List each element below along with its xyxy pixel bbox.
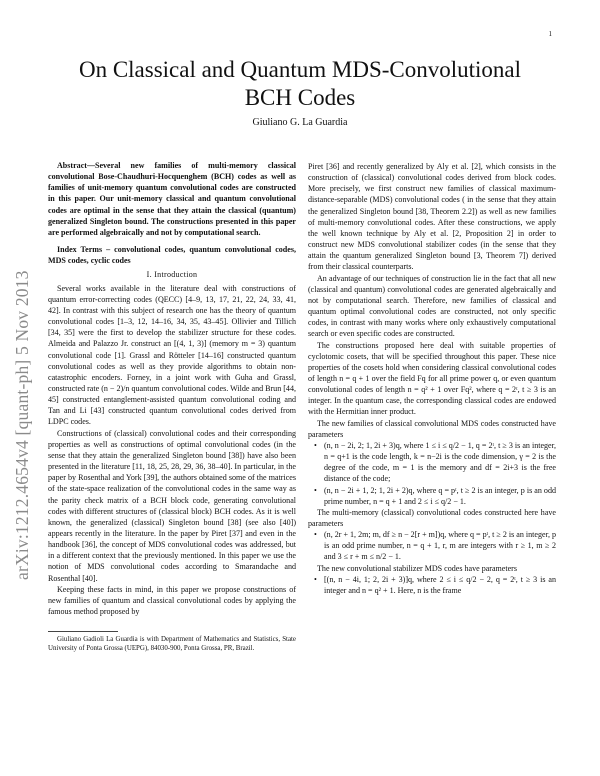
- paper-title: On Classical and Quantum MDS-Convolutional BCH Codes: [78, 57, 522, 110]
- intro-paragraph-2: Constructions of (classical) convolutional codes and their corresponding properties as well as constructions of optimal convolutional codes (in the sense that they attain the generalized Singleton bound [38]) have also been presented in the literature [11, 18, 25, 28, 29, 36, 38–40]. In particular, in the paper by Rosenthal and York [39], the authors obtained some of the matrices of the state-space realization of the convolutional codes in the same way as the parity check matrix of a BCH block code, generating convolutional codes with different structures of (classical block) BCH codes. As it is well known, the generalized (classical) Singleton bound [38] (see also [40]) appears recently in the literature. In the paper by Piret [37] and even in the handbook [36], the concept of MDS convolutional codes was addressed, but in a different context that the previously mentioned. In this paper we use the notion of MDS convolutional codes according to Smarandache and Rosenthal [40].: [48, 428, 296, 583]
- arxiv-identifier: arXiv:1212.4654v4 [quant-ph] 5 Nov 2013: [12, 270, 32, 580]
- intro-paragraph-6: The constructions proposed here deal with suitable properties of cyclotomic cosets, that will be specified throughout this paper. These nice properties of the cosets hold when considering classical convolutional codes of length n = q + 1 over the field Fq for all prime power q, or even quantum convolutional codes of length n = q² + 1 over Fq², where q = 2ᵗ, t ≥ 3 is an integer. In the quantum case, the corresponding classical codes are endowed with the Hermitian inner product.: [308, 340, 556, 417]
- multi-memory-list: [308, 529, 556, 562]
- left-column: [48, 160, 296, 653]
- list-item: • (n, 2r + 1, 2m; m, df ≥ n − 2[r + m])q, where q = pᵗ, t ≥ 2 is an integer, p is an odd prime number, n = q + 1, r, m are integers with r ≥ 1, m ≥ 2 and 3 ≤ r + m ≤ n/2 − 1.: [324, 529, 556, 562]
- intro-paragraph-5: An advantage of our techniques of construction lie in the fact that all new (classical and quantum) convolutional codes are generated algebraically and not by computational search. Therefore, new families of classical and quantum optimal convolutional codes are constructed, not only specific codes, in contrast with many works where only exhaustively computational search or even specific codes are constructed.: [308, 273, 556, 339]
- multi-memory-paragraph: The multi-memory (classical) convolutional codes constructed here have parameters: [308, 507, 556, 528]
- footnote-divider: [48, 631, 118, 632]
- intro-paragraph-1: Several works available in the literature deal with constructions of quantum error-correcting codes (QECC) [4–9, 13, 17, 21, 22, 24, 33, 41, 42]. In contrast with this subject of research one has the theory of quantum convolutional codes [1–3, 12, 14–16, 34, 35, 43–45]. Ollivier and Tillich [34, 35] were the first to develop the stabilizer structure for these codes. Almeida and Palazzo Jr. construct an [(4, 1, 3)] (memory m = 3) quantum convolutional code [1]. Grassl and Rötteler [14–16] constructed quantum convolutional codes as well as they provide algorithms to obtain non-catastrophic encoders. Forney, in a joint work with Guha and Grassl, constructed rate (n − 2)/n quantum convolutional codes. Wilde and Brun [44, 45] constructed entanglement-assisted quantum convolutional coding and Tan and Li [43] constructed quantum convolutional codes derived from LDPC codes.: [48, 283, 296, 427]
- abstract: Abstract—Several new families of multi-memory classical convolutional Bose-Chaudhuri-Hocquenghem (BCH) codes as well as families of unit-memory quantum convolutional codes are constructed in this paper. Our unit-memory classical and quantum convolutional codes are optimal in the sense that they attain the classical (quantum) generalized Singleton bound. The constructions presented in this paper are performed algebraically and not by computational search.: [48, 161, 296, 237]
- list-item: • (n, n − 2i + 1, 2; 1, 2i + 2)q, where q = pᵗ, t ≥ 2 is an integer, p is an odd prime number, n = q + 1 and 2 ≤ i ≤ q/2 − 1.: [324, 485, 556, 507]
- intro-paragraph-4: Piret [36] and recently generalized by Aly et al. [2], which consists in the construction of (classical) convolutional codes derived from block codes. More precisely, we first construct new families of classical maximum-distance-separable (MDS) convolutional codes ( in the sense that they attain the generalized Singleton bound [38, Theorem 2.2]) as well as new families of multi-memory convolutional codes. After these constructions, we apply the well known technique by Aly et al. [2, Proposition 2] in order to construct new MDS convolutional stabilizer codes (in the sense that they attain the quantum generalized Singleton bound [3, Theorem 7]) derived from their classical counterparts.: [308, 162, 556, 272]
- quantum-paragraph: The new convolutional stabilizer MDS codes have parameters: [317, 563, 517, 573]
- page-number: 1: [548, 30, 552, 38]
- author-line: Giuliano G. La Guardia: [252, 117, 348, 128]
- right-column: [308, 161, 556, 596]
- author-footnote: Giuliano Gadioli La Guardia is with Department of Mathematics and Statistics, State University of Ponta Grossa (UEPG), 84030-900, Ponta Grossa, PR, Brazil.: [48, 636, 296, 653]
- classical-mds-list: [308, 440, 556, 507]
- quantum-mds-list: [308, 574, 556, 596]
- intro-paragraph-7: The new families of classical convolutional MDS codes constructed have parameters: [308, 418, 556, 439]
- list-item: • (n, n − 2i, 2; 1, 2i + 3)q, where 1 ≤ i ≤ q/2 − 1, q = 2ᵗ, t ≥ 3 is an integer, n = q+1 is the code length, k = n−2i is the code dimension, γ = 2 is the degree of the code, m = 1 is the memory and df = 2i+3 is the free distance of the code;: [324, 440, 556, 485]
- section-heading: I. Introduction: [146, 270, 198, 280]
- intro-paragraph-3: Keeping these facts in mind, in this paper we propose constructions of new families of quantum and classical convolutional codes by applying the famous method proposed by: [48, 584, 296, 617]
- index-terms: Index Terms – convolutional codes, quantum convolutional codes, MDS codes, cyclic codes: [48, 245, 296, 266]
- list-item: • [(n, n − 4i, 1; 2, 2i + 3)]q, where 2 ≤ i ≤ q/2 − 2, q = 2ᵗ, t ≥ 3 is an integer and n = q² + 1. Here, n is the frame: [324, 574, 556, 596]
